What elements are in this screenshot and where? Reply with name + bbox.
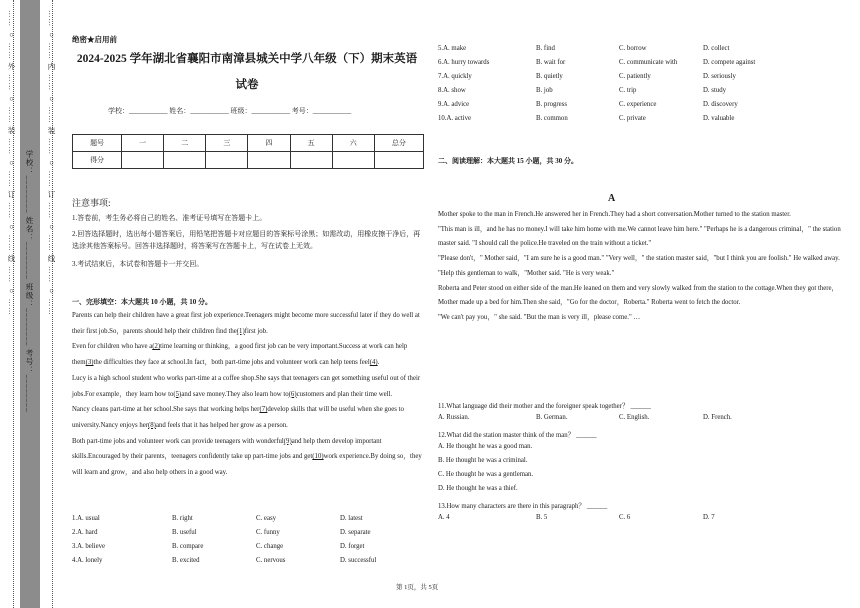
answer-option[interactable]: B. 5 [536,514,548,521]
option-choice: 1.A. usual [72,515,100,522]
option-choice: C. experience [619,101,657,108]
cloze-text: and save money.They also learn how to [181,390,289,398]
cloze-paragraph [72,434,424,481]
option-choice: C. trip [619,87,637,94]
option-row [438,73,858,83]
option-choice: B. progress [536,101,567,108]
cloze-text: develop skills that will be useful when she goes to university.Nancy enjoys her [72,406,404,429]
cloze-text: and feels that it has helped her grow as a person. [155,421,288,429]
student-info-vertical: 学校：________ 姓名：________ 班级：________ 考号：________ [25,150,34,413]
answer-option[interactable]: B. German. [536,414,568,421]
option-choice: B. common [536,115,568,122]
cloze-passage [72,308,424,481]
option-choice: C. private [619,115,646,122]
reading-paragraph: "Please don't，" Mother said，"I am sure he is a good man." "Very well，" the station master said，"but I think you are foolish." He walked away. [438,255,840,263]
score-cell[interactable] [332,152,374,169]
score-cell[interactable] [206,152,248,169]
option-row [72,557,492,567]
question-13: 13.How many characters are there in this paragraph？ ______ [438,503,608,510]
score-cell[interactable] [164,152,206,169]
answer-option[interactable]: C. English. [619,414,650,421]
cloze-paragraph [72,339,424,370]
question-12: 12.What did the station master think of the man？ ______ [438,432,597,439]
cloze-blank: (7) [259,406,268,414]
cloze-paragraph [72,371,424,402]
cloze-text: Parents can help their children have a great first job experience.Teenagers might become more successful later if they do well at their first job.So，parents should help their children find the [72,312,420,335]
answer-option[interactable]: A. 4 [438,514,450,521]
option-row [438,101,858,111]
option-choice: 6.A. hurry towards [438,59,490,66]
option-choice: B. quietly [536,73,563,80]
section2-heading: 二、阅读理解：本大题共 15 小题，共 30 分。 [438,157,578,165]
option-choice: D. compete against [703,59,756,66]
option-choice: 4.A. lonely [72,557,103,564]
score-header-cell: 六 [332,135,374,152]
option-choice: D. collect [703,45,730,52]
cloze-text: work experience.By doing so，they will learn and grow，and also help others in a good way. [72,453,422,477]
exam-page [68,0,860,608]
option-choice: 2.A. hard [72,529,98,536]
option-choice: 3.A. believe [72,543,106,550]
option-choice: D. discovery [703,101,738,108]
option-choice: B. excited [172,557,200,564]
score-cell[interactable] [290,152,332,169]
score-header-cell: 一 [122,135,164,152]
exam-title: 2024-2025 学年湖北省襄阳市南漳县城关中学八年级（下）期末英语试卷 [76,53,418,91]
option-choice: C. easy [256,515,277,522]
notice-item-1: 1.答卷前，考生务必将自己的姓名、准考证号填写在答题卡上。 [72,214,267,222]
cloze-blank: (8) [148,421,156,429]
option-choice: D. study [703,87,727,94]
option-choice: C. funny [256,529,280,536]
answer-option[interactable]: A. Russian. [438,414,470,421]
notice-item-2: 2.回答选择题时，选出每小题答案后，用铅笔把答题卡对应题目的答案标号涂黑；如需改动，用橡皮擦干净后，再选涂其他答案标号。回答非选择题时，将答案写在答题卡上，写在试卷上无效。 [72,230,421,250]
reading-passage [438,208,852,326]
score-header-cell: 三 [206,135,248,152]
cloze-text: first job. [244,327,268,335]
option-choice: B. find [536,45,555,52]
page-footer: 第 1页，共 5页 [396,584,439,591]
section1-heading: 一、完形填空：本大题共 10 小题，共 10 分。 [72,298,212,306]
score-cell: 得分 [73,152,122,169]
cloze-blank: (10) [312,453,324,461]
outer-binding-text: …… ○ …… 外 …… ○ …… 装 …… ○ …… 订 …… ○ …… 线 …… ○ …… [7,10,16,316]
cloze-text: Nancy cleans part-time at her school.She says that working helps her [72,406,260,414]
cloze-paragraph [72,402,424,433]
cloze-text: and help them develop important skills.Encouraged by their parents，teenagers confidently take up part-time jobs and get [72,437,382,461]
cloze-text: . [377,359,380,367]
answer-option[interactable]: D. French. [703,414,732,421]
passage-label: A [608,193,616,204]
cloze-text: Lucy is a high school student who works part-time at a coffee shop.She says that teenagers can get something useful out of their jobs.For example，they learn how to [72,374,421,398]
cloze-text: time learning or thinking，a good first job can be very important.Success at work can help them [72,343,408,367]
option-choice: C. change [256,543,284,550]
secret-label: 绝密★启用前 [72,35,117,44]
option-choice: D. separate [340,529,371,536]
option-row [72,529,492,539]
option-choice: B. useful [172,529,197,536]
option-choice: C. patiently [619,73,651,80]
reading-paragraph: "This man is ill，and he has no money.I will take him home with me.We cannot leave him here." "Perhaps he is a dangerous criminal，" the station master said. "I should call the police.He traveled on the train without a ticket." [438,225,841,248]
answer-option[interactable]: C. He thought he was a gentleman. [438,471,534,478]
option-choice: 8.A. show [438,87,466,94]
option-choice: C. communicate with [619,59,678,66]
option-row [72,515,492,525]
option-choice: C. borrow [619,45,647,52]
question-13-options [438,514,852,524]
cloze-blank: (9) [283,437,292,445]
score-cell[interactable] [122,152,164,169]
score-header-cell: 四 [248,135,290,152]
cloze-blank: (6) [288,390,297,398]
option-row [438,59,858,69]
answer-option[interactable]: B. He thought he was a criminal. [438,457,528,464]
option-choice: D. valuable [703,115,735,122]
cloze-blank: (1) [236,327,245,335]
reading-paragraph: "Help this gentleman to walk，"Mother said. "He is very weak." [438,269,615,277]
answer-option[interactable]: C. 6 [619,514,631,521]
score-header-cell: 总分 [374,135,423,152]
score-header-cell: 题号 [73,135,122,152]
score-header-cell: 二 [164,135,206,152]
student-info-line: 学校：___________ 姓名：___________ 班级：___________ 考号：___________ [108,107,352,115]
score-cell[interactable] [248,152,290,169]
cloze-text: the difficulties they face at school.In fact，both part-time jobs and volunteer work can help teens feel [93,359,370,367]
option-row [438,87,858,97]
notice-item-3: 3.考试结束后，本试卷和答题卡一并交回。 [72,260,204,268]
cloze-text: customers and plan their time well. [296,390,393,398]
option-choice: D. successful [340,557,377,564]
cloze-paragraph [72,308,424,339]
option-choice: D. latest [340,515,363,522]
option-choice: B. job [536,87,553,94]
score-table-header-row [73,135,424,152]
score-table-score-row [73,152,424,169]
option-choice: C. nervous [256,557,286,564]
score-header-cell: 五 [290,135,332,152]
inner-binding-text: …… ○ …… 内 …… ○ …… 装 …… ○ …… 订 …… ○ …… 线 …… ○ …… [47,10,56,316]
option-row [438,45,858,55]
reading-paragraph: "We can't pay you，" she said. "But the man is very ill，please come." … [438,313,641,321]
answer-option[interactable]: D. He thought he was a thief. [438,485,518,492]
option-choice: B. compare [172,543,204,550]
answer-option[interactable]: A. He thought he was a good man. [438,443,533,450]
option-choice: D. forget [340,543,365,550]
cloze-blank: (2) [152,343,161,351]
option-choice: 9.A. advice [438,101,470,108]
score-cell[interactable] [374,152,423,169]
score-table [72,134,424,169]
question-11: 11.What language did their mother and the foreigner speak together？ ______ [438,403,651,410]
option-choice: D. seriously [703,73,736,80]
cloze-text: Both part-time jobs and volunteer work can provide teenagers with wonderful [72,437,284,445]
cloze-text: Even for children who have a [72,343,153,351]
reading-paragraph: Roberta and Peter stood on either side of the man.He leaned on them and very slowly walked from the station to the cottage.When they got there，Mother made up a bed for him.Then she said，"Go for the doctor，Roberta." Roberta went to fetch the doctor. [438,284,839,307]
cloze-blank: (3) [85,359,94,367]
option-choice: 10.A. active [438,115,472,122]
notice-heading: 注意事项: [72,198,111,208]
answer-option[interactable]: D. 7 [703,514,715,521]
option-choice: 7.A. quickly [438,73,472,80]
question-11-options [438,414,852,424]
option-choice: 5.A. make [438,45,467,52]
option-choice: B. wait for [536,59,566,66]
option-row [438,115,858,125]
option-choice: B. right [172,515,193,522]
reading-paragraph: Mother spoke to the man in French.He answered her in French.They had a short conversation.Mother turned to the station master. [438,211,791,218]
cloze-blank: (5) [173,390,182,398]
option-row [72,543,492,553]
cloze-blank: (4) [369,359,378,367]
